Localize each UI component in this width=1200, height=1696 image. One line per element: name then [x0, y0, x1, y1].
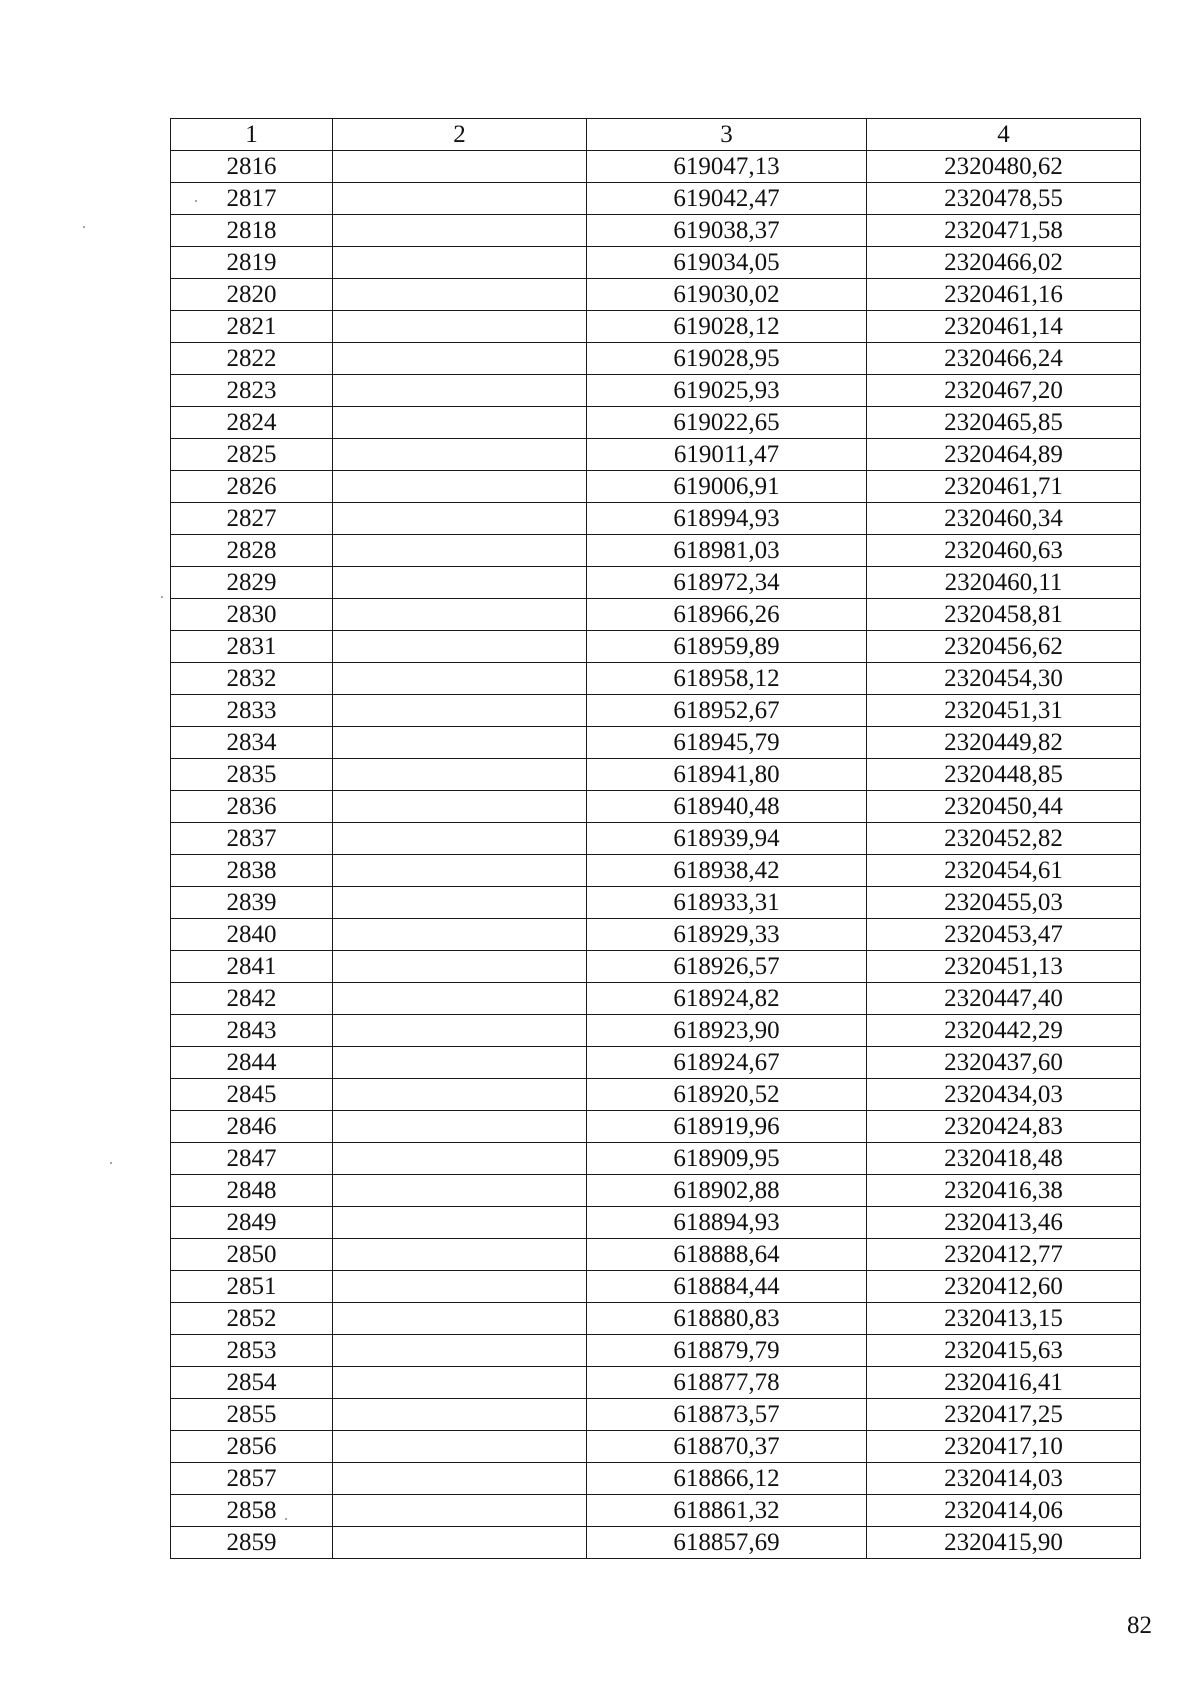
x-coordinate-cell: 618981,03	[587, 535, 867, 567]
table-row	[171, 1143, 1141, 1175]
point-number-cell: 2837	[171, 823, 333, 855]
scan-speck	[110, 1162, 112, 1164]
empty-cell	[333, 311, 587, 343]
empty-cell	[333, 1079, 587, 1111]
x-coordinate-cell: 618924,67	[587, 1047, 867, 1079]
point-number-cell: 2821	[171, 311, 333, 343]
empty-cell	[333, 375, 587, 407]
empty-cell	[333, 407, 587, 439]
x-coordinate-cell: 618959,89	[587, 631, 867, 663]
empty-cell	[333, 1495, 587, 1527]
point-number-cell: 2849	[171, 1207, 333, 1239]
point-number-cell: 2838	[171, 855, 333, 887]
point-number-cell: 2844	[171, 1047, 333, 1079]
y-coordinate-cell: 2320453,47	[867, 919, 1141, 951]
point-number-cell: 2851	[171, 1271, 333, 1303]
point-number-cell: 2826	[171, 471, 333, 503]
column-header-2: 2	[333, 119, 587, 151]
point-number-cell: 2833	[171, 695, 333, 727]
x-coordinate-cell: 618972,34	[587, 567, 867, 599]
x-coordinate-cell: 619038,37	[587, 215, 867, 247]
y-coordinate-cell: 2320458,81	[867, 599, 1141, 631]
x-coordinate-cell: 618938,42	[587, 855, 867, 887]
empty-cell	[333, 887, 587, 919]
x-coordinate-cell: 618909,95	[587, 1143, 867, 1175]
empty-cell	[333, 343, 587, 375]
y-coordinate-cell: 2320437,60	[867, 1047, 1141, 1079]
y-coordinate-cell: 2320451,13	[867, 951, 1141, 983]
table-row	[171, 1463, 1141, 1495]
x-coordinate-cell: 618870,37	[587, 1431, 867, 1463]
empty-cell	[333, 247, 587, 279]
x-coordinate-cell: 619022,65	[587, 407, 867, 439]
point-number-cell: 2830	[171, 599, 333, 631]
point-number-cell: 2823	[171, 375, 333, 407]
table-row	[171, 727, 1141, 759]
point-number-cell: 2846	[171, 1111, 333, 1143]
empty-cell	[333, 663, 587, 695]
y-coordinate-cell: 2320464,89	[867, 439, 1141, 471]
table-row	[171, 1399, 1141, 1431]
point-number-cell: 2847	[171, 1143, 333, 1175]
column-header-3: 3	[587, 119, 867, 151]
table-row	[171, 1431, 1141, 1463]
empty-cell	[333, 1111, 587, 1143]
y-coordinate-cell: 2320466,24	[867, 343, 1141, 375]
scan-speck	[83, 226, 85, 228]
table-row	[171, 183, 1141, 215]
table-row	[171, 855, 1141, 887]
point-number-cell: 2845	[171, 1079, 333, 1111]
empty-cell	[333, 471, 587, 503]
point-number-cell: 2843	[171, 1015, 333, 1047]
y-coordinate-cell: 2320418,48	[867, 1143, 1141, 1175]
x-coordinate-cell: 619028,12	[587, 311, 867, 343]
table-row	[171, 1079, 1141, 1111]
y-coordinate-cell: 2320461,16	[867, 279, 1141, 311]
table-row	[171, 1271, 1141, 1303]
point-number-cell: 2858	[171, 1495, 333, 1527]
table-row	[171, 695, 1141, 727]
y-coordinate-cell: 2320416,41	[867, 1367, 1141, 1399]
table-row	[171, 791, 1141, 823]
table-row	[171, 1335, 1141, 1367]
x-coordinate-cell: 619006,91	[587, 471, 867, 503]
empty-cell	[333, 1463, 587, 1495]
table-row	[171, 759, 1141, 791]
column-header-1: 1	[171, 119, 333, 151]
table-row	[171, 567, 1141, 599]
point-number-cell: 2817	[171, 183, 333, 215]
x-coordinate-cell: 619028,95	[587, 343, 867, 375]
x-coordinate-cell: 619047,13	[587, 151, 867, 183]
y-coordinate-cell: 2320414,06	[867, 1495, 1141, 1527]
empty-cell	[333, 183, 587, 215]
x-coordinate-cell: 618923,90	[587, 1015, 867, 1047]
table-row	[171, 311, 1141, 343]
point-number-cell: 2856	[171, 1431, 333, 1463]
x-coordinate-cell: 618894,93	[587, 1207, 867, 1239]
empty-cell	[333, 631, 587, 663]
table-row	[171, 535, 1141, 567]
table-row	[171, 599, 1141, 631]
empty-cell	[333, 279, 587, 311]
empty-cell	[333, 823, 587, 855]
y-coordinate-cell: 2320452,82	[867, 823, 1141, 855]
y-coordinate-cell: 2320478,55	[867, 183, 1141, 215]
y-coordinate-cell: 2320460,34	[867, 503, 1141, 535]
table-row	[171, 215, 1141, 247]
y-coordinate-cell: 2320413,46	[867, 1207, 1141, 1239]
table-row	[171, 631, 1141, 663]
x-coordinate-cell: 618958,12	[587, 663, 867, 695]
table-row	[171, 1047, 1141, 1079]
y-coordinate-cell: 2320454,30	[867, 663, 1141, 695]
empty-cell	[333, 1143, 587, 1175]
y-coordinate-cell: 2320460,11	[867, 567, 1141, 599]
x-coordinate-cell: 618941,80	[587, 759, 867, 791]
y-coordinate-cell: 2320424,83	[867, 1111, 1141, 1143]
point-number-cell: 2840	[171, 919, 333, 951]
x-coordinate-cell: 618873,57	[587, 1399, 867, 1431]
y-coordinate-cell: 2320460,63	[867, 535, 1141, 567]
table-row	[171, 1015, 1141, 1047]
scan-speck	[161, 596, 163, 598]
table-row	[171, 663, 1141, 695]
x-coordinate-cell: 618857,69	[587, 1527, 867, 1559]
empty-cell	[333, 1399, 587, 1431]
point-number-cell: 2819	[171, 247, 333, 279]
point-number-cell: 2836	[171, 791, 333, 823]
empty-cell	[333, 151, 587, 183]
x-coordinate-cell: 618994,93	[587, 503, 867, 535]
point-number-cell: 2828	[171, 535, 333, 567]
empty-cell	[333, 1175, 587, 1207]
point-number-cell: 2855	[171, 1399, 333, 1431]
y-coordinate-cell: 2320415,63	[867, 1335, 1141, 1367]
table-row	[171, 1175, 1141, 1207]
x-coordinate-cell: 618945,79	[587, 727, 867, 759]
x-coordinate-cell: 618924,82	[587, 983, 867, 1015]
table-row	[171, 1527, 1141, 1559]
scan-speck	[195, 200, 197, 202]
table-row	[171, 439, 1141, 471]
y-coordinate-cell: 2320414,03	[867, 1463, 1141, 1495]
empty-cell	[333, 855, 587, 887]
x-coordinate-cell: 618880,83	[587, 1303, 867, 1335]
y-coordinate-cell: 2320467,20	[867, 375, 1141, 407]
point-number-cell: 2829	[171, 567, 333, 599]
x-coordinate-cell: 618861,32	[587, 1495, 867, 1527]
point-number-cell: 2848	[171, 1175, 333, 1207]
point-number-cell: 2822	[171, 343, 333, 375]
x-coordinate-cell: 619030,02	[587, 279, 867, 311]
y-coordinate-cell: 2320417,10	[867, 1431, 1141, 1463]
empty-cell	[333, 1303, 587, 1335]
y-coordinate-cell: 2320412,77	[867, 1239, 1141, 1271]
table-row	[171, 1303, 1141, 1335]
empty-cell	[333, 503, 587, 535]
x-coordinate-cell: 618940,48	[587, 791, 867, 823]
x-coordinate-cell: 618939,94	[587, 823, 867, 855]
y-coordinate-cell: 2320417,25	[867, 1399, 1141, 1431]
point-number-cell: 2857	[171, 1463, 333, 1495]
x-coordinate-cell: 618877,78	[587, 1367, 867, 1399]
x-coordinate-cell: 618884,44	[587, 1271, 867, 1303]
coordinates-table	[170, 118, 1141, 1559]
x-coordinate-cell: 619011,47	[587, 439, 867, 471]
point-number-cell: 2859	[171, 1527, 333, 1559]
table-header	[171, 119, 1141, 151]
table-row	[171, 407, 1141, 439]
empty-cell	[333, 951, 587, 983]
empty-cell	[333, 919, 587, 951]
y-coordinate-cell: 2320451,31	[867, 695, 1141, 727]
y-coordinate-cell: 2320461,71	[867, 471, 1141, 503]
table-row	[171, 503, 1141, 535]
y-coordinate-cell: 2320456,62	[867, 631, 1141, 663]
x-coordinate-cell: 618888,64	[587, 1239, 867, 1271]
y-coordinate-cell: 2320450,44	[867, 791, 1141, 823]
table-body	[171, 151, 1141, 1559]
y-coordinate-cell: 2320455,03	[867, 887, 1141, 919]
point-number-cell: 2834	[171, 727, 333, 759]
y-coordinate-cell: 2320442,29	[867, 1015, 1141, 1047]
y-coordinate-cell: 2320434,03	[867, 1079, 1141, 1111]
empty-cell	[333, 215, 587, 247]
empty-cell	[333, 439, 587, 471]
table-row	[171, 375, 1141, 407]
empty-cell	[333, 1431, 587, 1463]
page-number: 82	[1127, 1612, 1152, 1639]
table-row	[171, 343, 1141, 375]
x-coordinate-cell: 618919,96	[587, 1111, 867, 1143]
y-coordinate-cell: 2320480,62	[867, 151, 1141, 183]
table-row	[171, 1239, 1141, 1271]
x-coordinate-cell: 618966,26	[587, 599, 867, 631]
empty-cell	[333, 1271, 587, 1303]
x-coordinate-cell: 618902,88	[587, 1175, 867, 1207]
y-coordinate-cell: 2320412,60	[867, 1271, 1141, 1303]
y-coordinate-cell: 2320415,90	[867, 1527, 1141, 1559]
table-row	[171, 247, 1141, 279]
x-coordinate-cell: 619034,05	[587, 247, 867, 279]
point-number-cell: 2827	[171, 503, 333, 535]
y-coordinate-cell: 2320461,14	[867, 311, 1141, 343]
column-header-4: 4	[867, 119, 1141, 151]
y-coordinate-cell: 2320454,61	[867, 855, 1141, 887]
table-row	[171, 279, 1141, 311]
x-coordinate-cell: 618920,52	[587, 1079, 867, 1111]
point-number-cell: 2825	[171, 439, 333, 471]
x-coordinate-cell: 618933,31	[587, 887, 867, 919]
y-coordinate-cell: 2320471,58	[867, 215, 1141, 247]
y-coordinate-cell: 2320449,82	[867, 727, 1141, 759]
point-number-cell: 2852	[171, 1303, 333, 1335]
x-coordinate-cell: 618926,57	[587, 951, 867, 983]
empty-cell	[333, 983, 587, 1015]
empty-cell	[333, 1367, 587, 1399]
x-coordinate-cell: 619042,47	[587, 183, 867, 215]
empty-cell	[333, 1239, 587, 1271]
table-row	[171, 1495, 1141, 1527]
y-coordinate-cell: 2320465,85	[867, 407, 1141, 439]
empty-cell	[333, 1527, 587, 1559]
y-coordinate-cell: 2320447,40	[867, 983, 1141, 1015]
y-coordinate-cell: 2320416,38	[867, 1175, 1141, 1207]
point-number-cell: 2842	[171, 983, 333, 1015]
table-row	[171, 1367, 1141, 1399]
table-row	[171, 1111, 1141, 1143]
empty-cell	[333, 535, 587, 567]
x-coordinate-cell: 618952,67	[587, 695, 867, 727]
header-row	[171, 119, 1141, 151]
table-row	[171, 1207, 1141, 1239]
empty-cell	[333, 599, 587, 631]
table-row	[171, 983, 1141, 1015]
table-row	[171, 919, 1141, 951]
table-row	[171, 151, 1141, 183]
point-number-cell: 2816	[171, 151, 333, 183]
point-number-cell: 2818	[171, 215, 333, 247]
point-number-cell: 2839	[171, 887, 333, 919]
empty-cell	[333, 1047, 587, 1079]
table-row	[171, 823, 1141, 855]
empty-cell	[333, 791, 587, 823]
point-number-cell: 2832	[171, 663, 333, 695]
table-row	[171, 887, 1141, 919]
y-coordinate-cell: 2320466,02	[867, 247, 1141, 279]
x-coordinate-cell: 618879,79	[587, 1335, 867, 1367]
empty-cell	[333, 1015, 587, 1047]
y-coordinate-cell: 2320413,15	[867, 1303, 1141, 1335]
point-number-cell: 2853	[171, 1335, 333, 1367]
empty-cell	[333, 1335, 587, 1367]
x-coordinate-cell: 618929,33	[587, 919, 867, 951]
point-number-cell: 2820	[171, 279, 333, 311]
table-row	[171, 471, 1141, 503]
point-number-cell: 2835	[171, 759, 333, 791]
empty-cell	[333, 695, 587, 727]
empty-cell	[333, 759, 587, 791]
point-number-cell: 2841	[171, 951, 333, 983]
empty-cell	[333, 1207, 587, 1239]
empty-cell	[333, 567, 587, 599]
empty-cell	[333, 727, 587, 759]
table-row	[171, 951, 1141, 983]
point-number-cell: 2850	[171, 1239, 333, 1271]
y-coordinate-cell: 2320448,85	[867, 759, 1141, 791]
scan-speck	[285, 1518, 287, 1520]
x-coordinate-cell: 619025,93	[587, 375, 867, 407]
point-number-cell: 2854	[171, 1367, 333, 1399]
point-number-cell: 2831	[171, 631, 333, 663]
x-coordinate-cell: 618866,12	[587, 1463, 867, 1495]
point-number-cell: 2824	[171, 407, 333, 439]
